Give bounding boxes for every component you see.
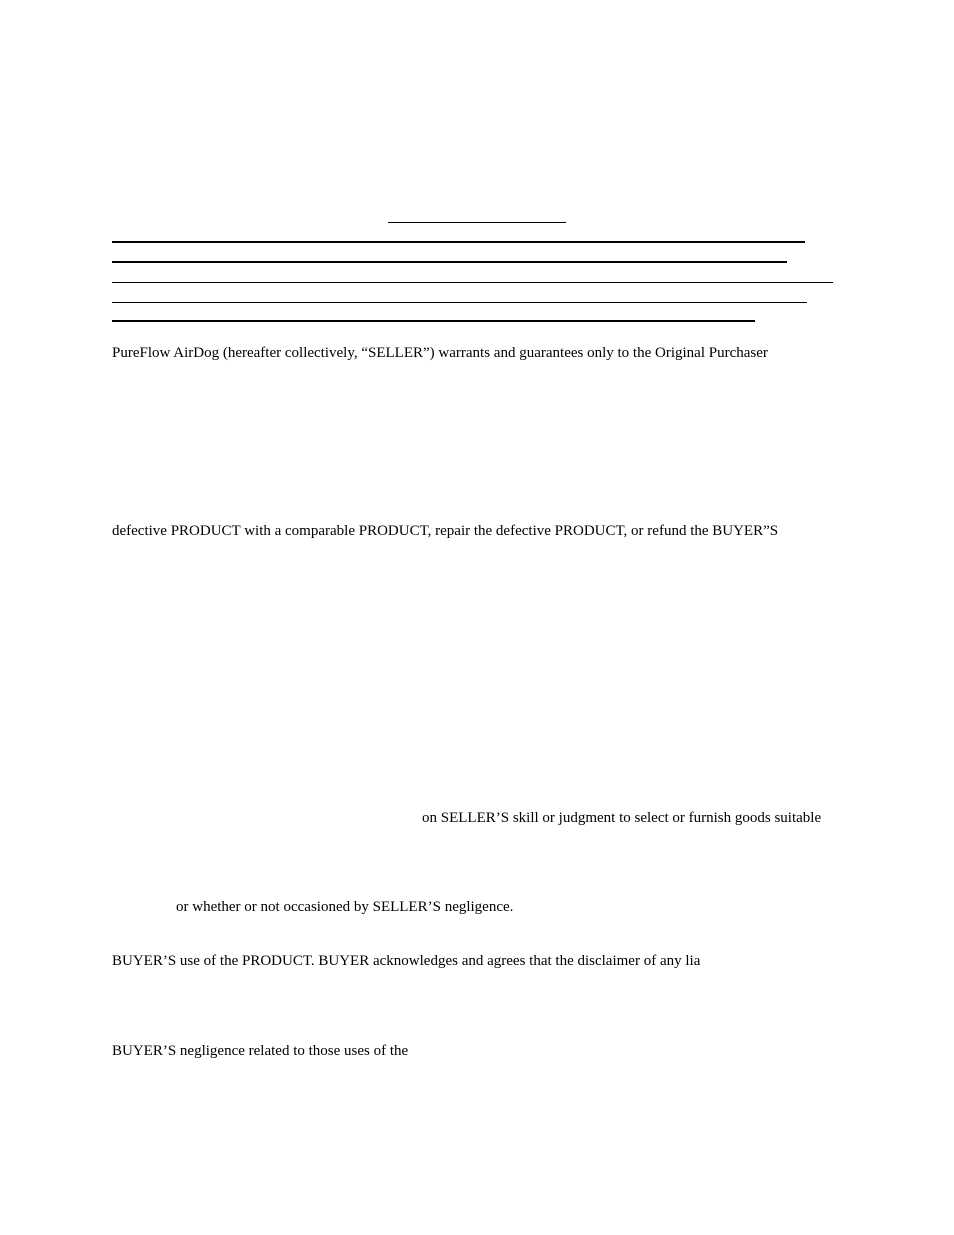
warranty-text-line: PureFlow AirDog (hereafter collectively, “SELLER”) warrants and guarantees only to the Original Purchaser [112,345,768,361]
buyer-negligence-text-line: BUYER’S negligence related to those uses of the [112,1043,409,1059]
heading-underline-3 [112,282,833,283]
heading-underline-5 [112,320,755,322]
heading-underline-1 [112,241,805,243]
buyer-use-text-line: BUYER’S use of the PRODUCT. BUYER acknowledges and agrees that the disclaimer of any lia [112,953,701,969]
heading-underline-4 [112,302,807,303]
remedy-text-line: defective PRODUCT with a comparable PRODUCT, repair the defective PRODUCT, or refund the BUYER”S [112,523,779,539]
reliance-text-line: on SELLER’S skill or judgment to select or furnish goods suitable [422,810,822,826]
title-underline [388,222,566,223]
negligence-text-line: or whether or not occasioned by SELLER’S negligence. [176,899,514,915]
heading-underline-2 [112,261,787,263]
